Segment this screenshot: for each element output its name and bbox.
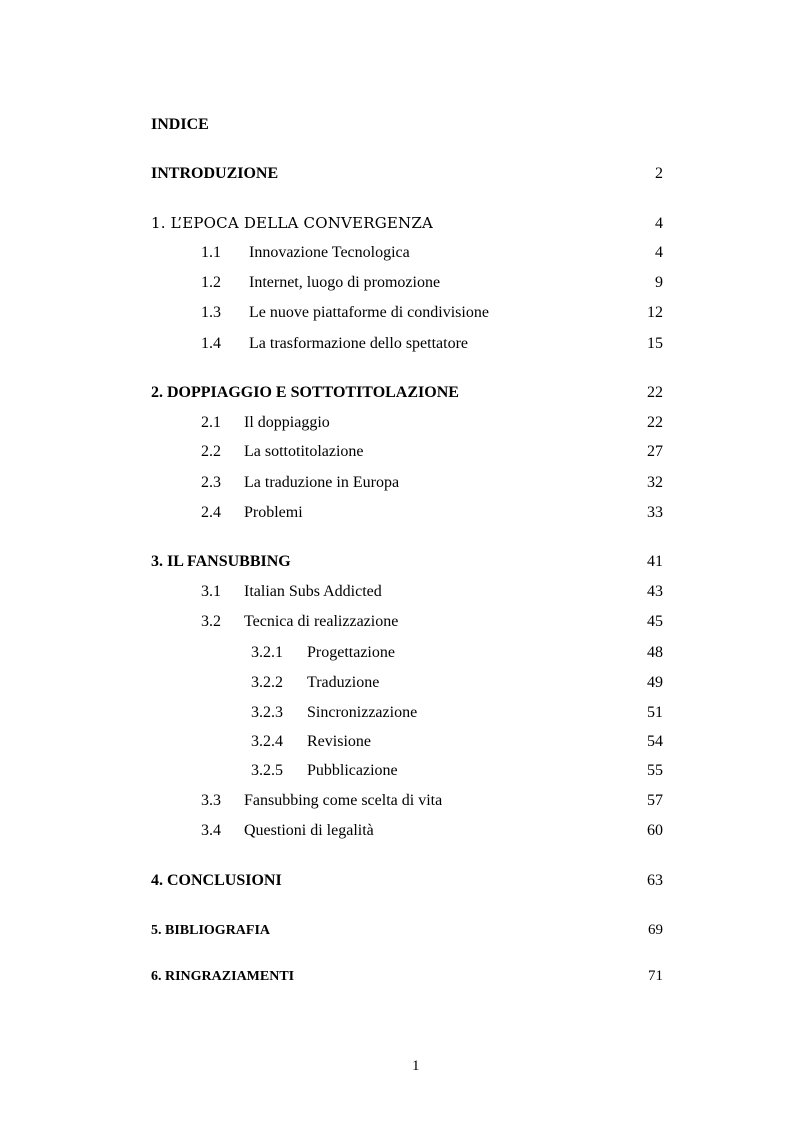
toc-page-chapter-5: 69 bbox=[648, 922, 663, 938]
toc-entry-introduzione[interactable]: INTRODUZIONE bbox=[151, 165, 279, 182]
toc-page: 55 bbox=[647, 762, 663, 779]
toc-section-2-1[interactable]: Il doppiaggio bbox=[244, 414, 330, 431]
toc-page: 15 bbox=[647, 335, 663, 352]
toc-page: 12 bbox=[647, 304, 663, 321]
toc-page: 45 bbox=[647, 613, 663, 630]
toc-page-chapter-2: 22 bbox=[647, 384, 663, 401]
toc-page-introduzione: 2 bbox=[655, 165, 663, 182]
toc-page: 32 bbox=[647, 474, 663, 491]
toc-chapter-3[interactable]: 3. IL FANSUBBING bbox=[151, 553, 291, 570]
toc-page: 48 bbox=[647, 644, 663, 661]
toc-subsection-3-2-1[interactable]: Progettazione bbox=[307, 644, 395, 661]
toc-section-number: 2.4 bbox=[201, 504, 221, 521]
toc-section-number: 3.4 bbox=[201, 822, 221, 839]
toc-section-2-4[interactable]: Problemi bbox=[244, 504, 303, 521]
toc-page: 22 bbox=[647, 414, 663, 431]
toc-section-3-1[interactable]: Italian Subs Addicted bbox=[244, 583, 382, 600]
toc-section-1-2[interactable]: Internet, luogo di promozione bbox=[249, 274, 441, 291]
toc-page: 51 bbox=[647, 704, 663, 721]
toc-chapter-1[interactable]: 1. L’EPOCA DELLA CONVERGENZA bbox=[151, 214, 434, 232]
toc-page: 33 bbox=[647, 504, 663, 521]
toc-section-number: 3.2 bbox=[201, 613, 221, 630]
toc-page: 9 bbox=[655, 274, 663, 291]
toc-subsection-3-2-5[interactable]: Pubblicazione bbox=[307, 762, 398, 779]
toc-page: 60 bbox=[647, 822, 663, 839]
toc-section-number: 1.1 bbox=[201, 244, 221, 261]
toc-section-2-3[interactable]: La traduzione in Europa bbox=[244, 474, 400, 491]
page-title: INDICE bbox=[151, 116, 209, 133]
toc-page-chapter-6: 71 bbox=[648, 968, 663, 984]
toc-page-chapter-3: 41 bbox=[647, 553, 663, 570]
toc-page: 49 bbox=[647, 674, 663, 691]
toc-section-3-4[interactable]: Questioni di legalità bbox=[244, 822, 374, 839]
toc-subsection-number: 3.2.1 bbox=[251, 644, 283, 661]
toc-subsection-3-2-2[interactable]: Traduzione bbox=[307, 674, 380, 691]
toc-section-3-2[interactable]: Tecnica di realizzazione bbox=[244, 613, 399, 630]
toc-page: 54 bbox=[647, 733, 663, 750]
toc-section-1-4[interactable]: La trasformazione dello spettatore bbox=[249, 335, 469, 352]
toc-section-3-3[interactable]: Fansubbing come scelta di vita bbox=[244, 792, 443, 809]
toc-section-number: 1.2 bbox=[201, 274, 221, 291]
toc-page: 57 bbox=[647, 792, 663, 809]
toc-section-number: 2.2 bbox=[201, 443, 221, 460]
toc-section-number: 2.3 bbox=[201, 474, 221, 491]
toc-page-chapter-4: 63 bbox=[647, 872, 663, 889]
toc-subsection-number: 3.2.2 bbox=[251, 674, 283, 691]
toc-page: 43 bbox=[647, 583, 663, 600]
toc-subsection-3-2-3[interactable]: Sincronizzazione bbox=[307, 704, 418, 721]
toc-section-2-2[interactable]: La sottotitolazione bbox=[244, 443, 364, 460]
toc-chapter-5[interactable]: 5. BIBLIOGRAFIA bbox=[151, 923, 271, 938]
toc-section-1-3[interactable]: Le nuove piattaforme di condivisione bbox=[249, 304, 489, 321]
page-number: 1 bbox=[412, 1058, 420, 1074]
toc-section-1-1[interactable]: Innovazione Tecnologica bbox=[249, 244, 410, 261]
toc-page: 27 bbox=[647, 443, 663, 460]
toc-section-number: 1.4 bbox=[201, 335, 221, 352]
toc-subsection-number: 3.2.4 bbox=[251, 733, 283, 750]
toc-subsection-3-2-4[interactable]: Revisione bbox=[307, 733, 371, 750]
toc-section-number: 1.3 bbox=[201, 304, 221, 321]
toc-section-number: 3.3 bbox=[201, 792, 221, 809]
toc-chapter-2[interactable]: 2. DOPPIAGGIO E SOTTOTITOLAZIONE bbox=[151, 384, 459, 401]
toc-subsection-number: 3.2.5 bbox=[251, 762, 283, 779]
toc-page-chapter-1: 4 bbox=[655, 215, 663, 232]
toc-chapter-6[interactable]: 6. RINGRAZIAMENTI bbox=[151, 969, 295, 984]
toc-section-number: 3.1 bbox=[201, 583, 221, 600]
toc-page: 4 bbox=[655, 244, 663, 261]
toc-chapter-4[interactable]: 4. CONCLUSIONI bbox=[151, 872, 282, 889]
toc-subsection-number: 3.2.3 bbox=[251, 704, 283, 721]
toc-section-number: 2.1 bbox=[201, 414, 221, 431]
